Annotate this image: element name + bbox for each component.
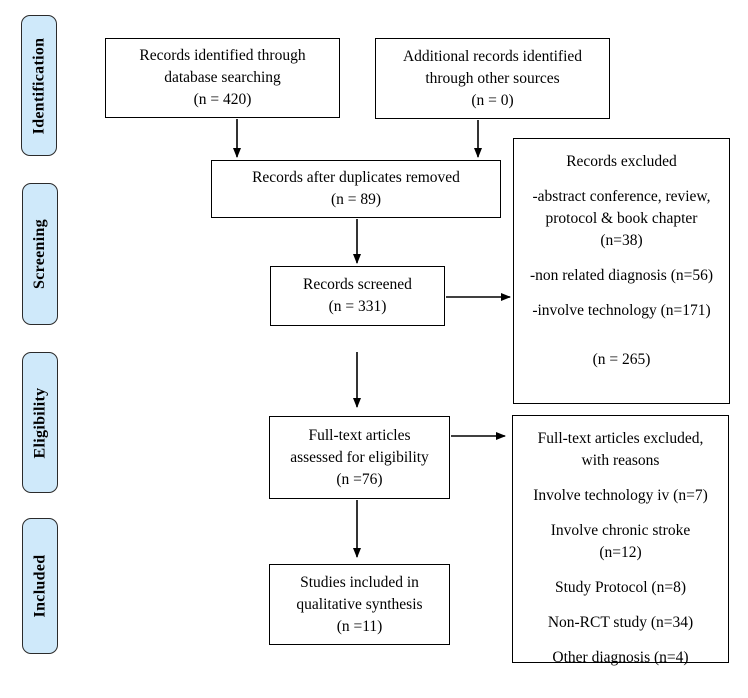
box-line: Records after duplicates removed	[252, 169, 460, 186]
box-line: (n = 265)	[592, 351, 651, 368]
box-line: database searching	[164, 69, 281, 86]
box-line: -non related diagnosis (n=56)	[529, 267, 714, 284]
box-fulltext-excluded	[512, 415, 729, 666]
stage-screening	[22, 183, 58, 325]
box-additional-records	[375, 38, 610, 119]
stage-eligibility-label: Eligibility	[31, 387, 48, 458]
box-records-excluded	[513, 138, 730, 404]
box-line: Additional records identified	[402, 47, 583, 65]
box-line: (n = 0)	[471, 91, 514, 109]
box-records-identified	[105, 38, 340, 118]
stage-eligibility	[22, 352, 58, 493]
box-line: -involve technology (n=171)	[532, 302, 711, 319]
box-line: protocol & book chapter	[545, 210, 698, 227]
box-records-screened	[270, 266, 445, 326]
box-line: Study Protocol (n=8)	[554, 579, 687, 596]
box-line: Records screened	[303, 276, 412, 293]
box-line: (n = 89)	[330, 191, 382, 208]
stage-identification	[21, 15, 57, 156]
box-line: -abstract conference, review,	[532, 188, 711, 205]
box-line: (n = 331)	[328, 298, 387, 315]
box-line: Other diagnosis (n=4)	[552, 649, 689, 666]
box-line: (n=38)	[600, 232, 643, 249]
box-title: with reasons	[581, 452, 660, 469]
box-line: Non-RCT study (n=34)	[547, 614, 694, 631]
stage-identification-label: Identification	[30, 37, 47, 134]
stage-screening-label: Screening	[31, 219, 48, 289]
box-line: Full-text articles	[308, 426, 411, 444]
box-line: (n =76)	[336, 470, 383, 488]
box-line: (n = 420)	[193, 91, 252, 108]
box-title: Records excluded	[566, 153, 677, 170]
box-line: Involve chronic stroke	[550, 522, 691, 539]
box-fulltext-assessed	[269, 416, 450, 499]
box-line: (n=12)	[599, 544, 642, 561]
box-line: Records identified through	[139, 47, 306, 64]
box-line: (n =11)	[336, 617, 383, 635]
box-title: Full-text articles excluded,	[537, 430, 704, 447]
stage-included-label: Included	[31, 554, 48, 618]
box-line: assessed for eligibility	[290, 448, 429, 466]
box-line: Involve technology iv (n=7)	[533, 487, 708, 504]
box-line: Studies included in	[300, 573, 419, 591]
box-studies-included	[269, 564, 450, 645]
stage-included	[22, 518, 58, 654]
box-line: qualitative synthesis	[296, 595, 423, 613]
box-line: through other sources	[425, 69, 560, 87]
box-duplicates-removed	[211, 160, 501, 218]
